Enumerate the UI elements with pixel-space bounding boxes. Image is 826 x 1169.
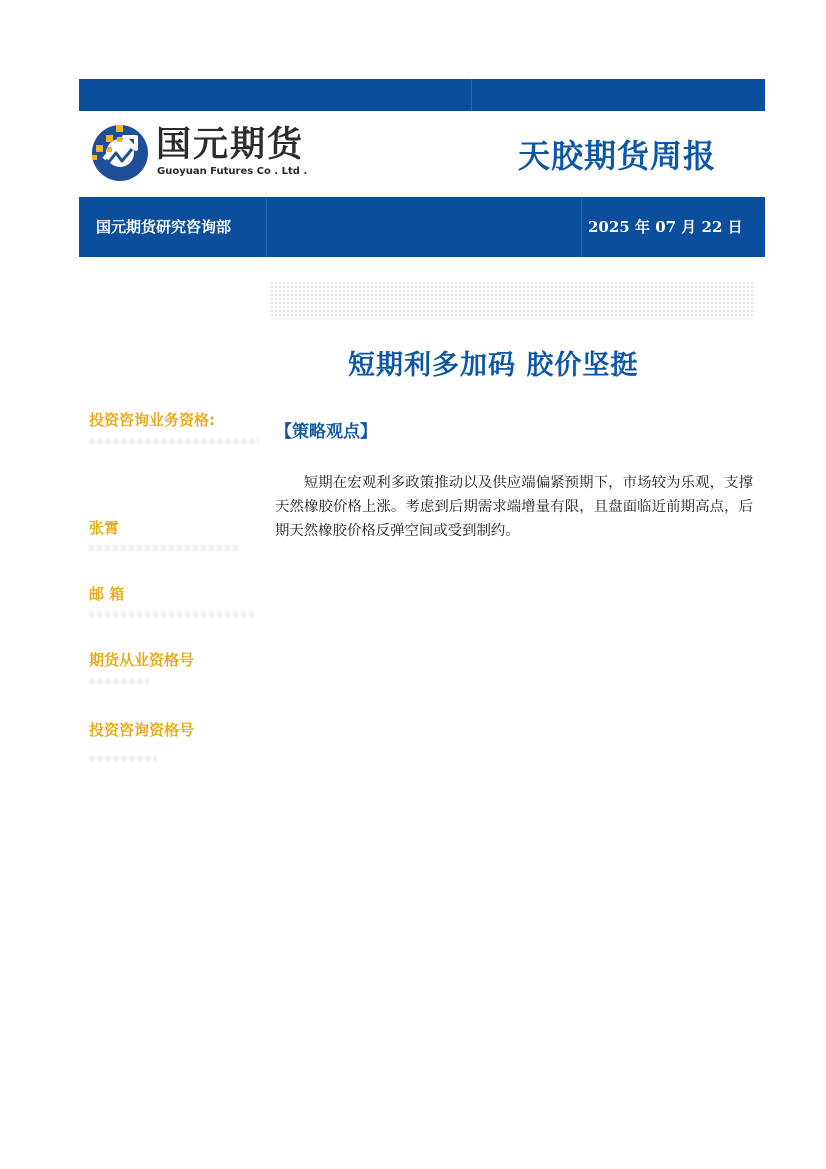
banner-divider	[266, 197, 267, 257]
redacted-text	[89, 545, 239, 551]
email-label: 邮 箱	[89, 585, 125, 603]
futures-license-label: 期货从业资格号	[89, 651, 195, 669]
redacted-text	[89, 438, 259, 444]
banner-divider	[471, 79, 472, 111]
report-title: 天胶期货周报	[518, 137, 717, 175]
qualification-label: 投资咨询业务资格:	[89, 411, 215, 429]
redacted-text	[89, 678, 149, 684]
report-date: 2025 年 07 月 22 日	[588, 218, 743, 236]
top-banner	[79, 79, 765, 111]
gold-squares-icon	[90, 123, 130, 163]
brand-name-cn: 国元期货	[156, 125, 305, 165]
strategy-section-title: 【策略观点】	[275, 422, 377, 442]
redacted-text	[89, 756, 157, 762]
department-name: 国元期货研究咨询部	[96, 218, 232, 236]
banner-divider	[581, 197, 582, 257]
redacted-text	[89, 611, 257, 617]
page-headline: 短期利多加码 胶价坚挺	[348, 350, 639, 381]
department-banner	[79, 197, 765, 257]
company-logo	[90, 123, 380, 183]
decorative-pattern	[270, 281, 755, 319]
brand-name-en: Guoyuan Futures Co . Ltd .	[157, 166, 308, 177]
advisory-license-label: 投资咨询资格号	[89, 721, 195, 739]
analyst-name: 张霄	[89, 519, 120, 537]
strategy-body: 短期在宏观利多政策推动以及供应端偏紧预期下，市场较为乐观，支撑天然橡胶价格上涨。考虑到后期需求端增量有限，且盘面临近前期高点，后期天然橡胶价格反弹空间或受到制约。	[275, 475, 753, 539]
